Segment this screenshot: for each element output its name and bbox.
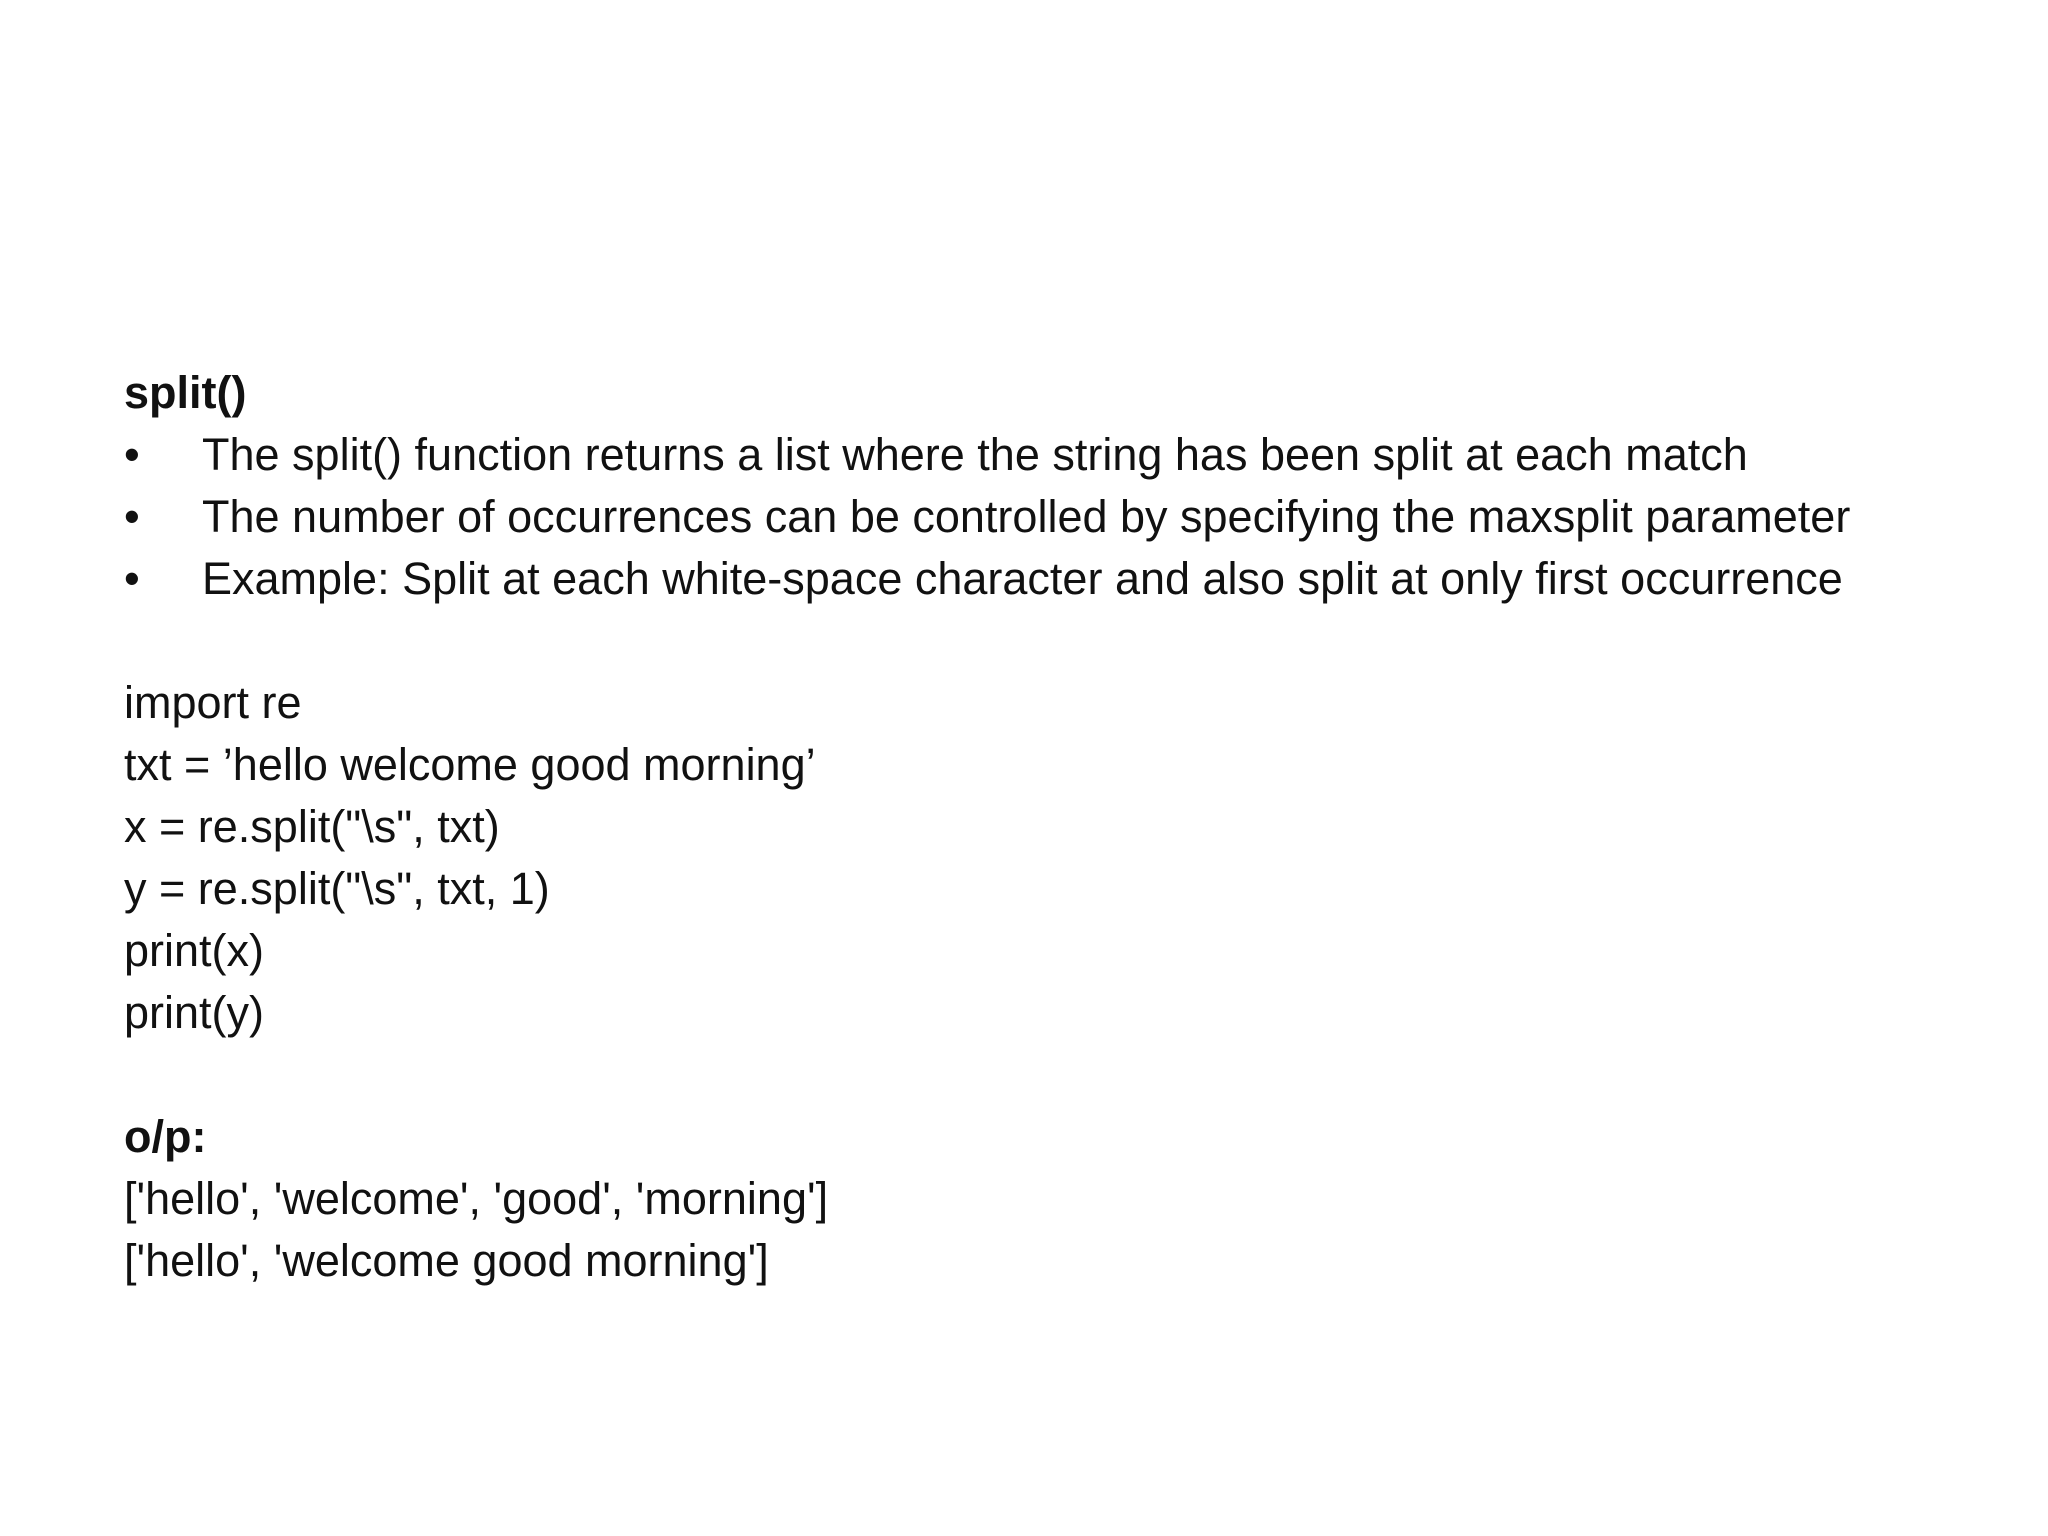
section-spacer — [124, 610, 2004, 672]
code-line: y = re.split("\s", txt, 1) — [124, 863, 550, 914]
code-example — [124, 672, 2004, 1044]
bullet-item — [124, 424, 2004, 486]
bullet-item — [124, 548, 2004, 610]
bullet-item — [124, 486, 2004, 548]
bullet-text: The split() function returns a list where the string has been split at each match — [202, 429, 1748, 480]
code-line: print(y) — [124, 987, 265, 1038]
slide-content — [124, 362, 2004, 1292]
output-line: ['hello', 'welcome good morning'] — [124, 1235, 769, 1286]
bullet-list — [124, 424, 2004, 610]
output-block — [124, 1168, 2004, 1292]
section-spacer — [124, 1044, 2004, 1106]
bullet-icon: • — [124, 553, 140, 604]
code-line: x = re.split("\s", txt) — [124, 801, 500, 852]
bullet-text: The number of occurrences can be controlled by specifying the maxsplit parameter — [202, 491, 1851, 542]
code-line: import re — [124, 677, 302, 728]
output-line: ['hello', 'welcome', 'good', 'morning'] — [124, 1173, 829, 1224]
code-line: txt = ’hello welcome good morning’ — [124, 739, 816, 790]
bullet-icon: • — [124, 491, 140, 542]
bullet-text: Example: Split at each white-space character and also split at only first occurrence — [202, 553, 1843, 604]
output-heading: o/p: — [124, 1111, 207, 1162]
slide-title: split() — [124, 367, 247, 418]
bullet-icon: • — [124, 429, 140, 480]
code-line: print(x) — [124, 925, 265, 976]
